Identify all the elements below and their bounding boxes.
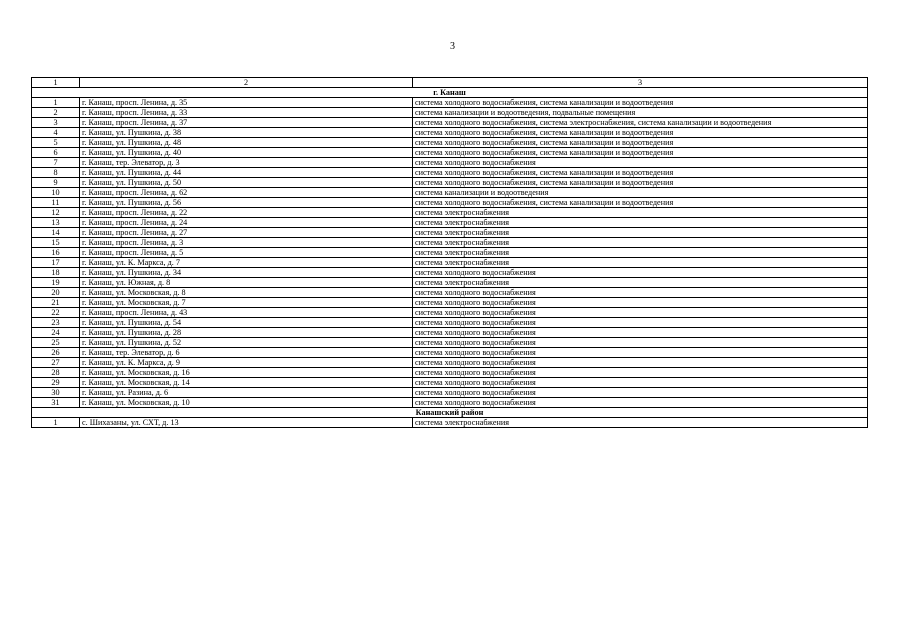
row-number: 8 <box>32 168 80 178</box>
row-number: 1 <box>32 98 80 108</box>
row-systems: система холодного водоснабжения <box>413 368 868 378</box>
row-number: 14 <box>32 228 80 238</box>
column-number-1: 1 <box>32 78 80 88</box>
row-address: г. Канаш, тер. Элеватор, д. 6 <box>80 348 413 358</box>
row-systems: система холодного водоснабжения <box>413 378 868 388</box>
row-address: г. Канаш, просп. Ленина, д. 5 <box>80 248 413 258</box>
row-number: 6 <box>32 148 80 158</box>
table-row <box>32 198 868 208</box>
row-address: г. Канаш, просп. Ленина, д. 22 <box>80 208 413 218</box>
table-row <box>32 288 868 298</box>
row-systems: система холодного водоснабжения <box>413 398 868 408</box>
row-address: г. Канаш, ул. Пушкина, д. 50 <box>80 178 413 188</box>
column-number-row <box>32 78 868 88</box>
table-row <box>32 148 868 158</box>
row-systems: система электроснабжения <box>413 228 868 238</box>
row-address: г. Канаш, ул. Московская, д. 14 <box>80 378 413 388</box>
row-number: 16 <box>32 248 80 258</box>
row-number: 12 <box>32 208 80 218</box>
row-address: г. Канаш, ул. Московская, д. 16 <box>80 368 413 378</box>
table-row <box>32 388 868 398</box>
row-systems: система холодного водоснабжения, система канализации и водоотведения <box>413 168 868 178</box>
table-row <box>32 318 868 328</box>
row-address: г. Канаш, ул. Московская, д. 8 <box>80 288 413 298</box>
column-number-2: 2 <box>80 78 413 88</box>
row-number: 13 <box>32 218 80 228</box>
table-row <box>32 138 868 148</box>
row-systems: система холодного водоснабжения, система электроснабжения, система канализации и водоотведения <box>413 118 868 128</box>
row-address: г. Канаш, просп. Ленина, д. 27 <box>80 228 413 238</box>
table-row <box>32 108 868 118</box>
table-row <box>32 98 868 108</box>
row-systems: система канализации и водоотведения, подвальные помещения <box>413 108 868 118</box>
row-address: г. Канаш, ул. Московская, д. 7 <box>80 298 413 308</box>
row-number: 9 <box>32 178 80 188</box>
table-row <box>32 398 868 408</box>
table-row <box>32 248 868 258</box>
row-number: 4 <box>32 128 80 138</box>
row-systems: система холодного водоснабжения <box>413 328 868 338</box>
row-address: г. Канаш, ул. Московская, д. 10 <box>80 398 413 408</box>
row-address: г. Канаш, ул. К. Маркса, д. 7 <box>80 258 413 268</box>
row-systems: система холодного водоснабжения <box>413 388 868 398</box>
row-number: 1 <box>32 418 80 428</box>
table-row <box>32 188 868 198</box>
row-number: 21 <box>32 298 80 308</box>
row-systems: система холодного водоснабжения <box>413 358 868 368</box>
table-row <box>32 368 868 378</box>
row-number: 25 <box>32 338 80 348</box>
row-systems: система холодного водоснабжения <box>413 318 868 328</box>
row-number: 17 <box>32 258 80 268</box>
row-number: 26 <box>32 348 80 358</box>
table-row <box>32 348 868 358</box>
row-address: г. Канаш, ул. Пушкина, д. 48 <box>80 138 413 148</box>
row-address: г. Канаш, просп. Ленина, д. 3 <box>80 238 413 248</box>
row-number: 2 <box>32 108 80 118</box>
row-number: 20 <box>32 288 80 298</box>
table-row <box>32 228 868 238</box>
section-title: Канашский район <box>32 408 868 418</box>
row-systems: система холодного водоснабжения <box>413 288 868 298</box>
row-number: 11 <box>32 198 80 208</box>
row-address: г. Канаш, просп. Ленина, д. 24 <box>80 218 413 228</box>
row-number: 19 <box>32 278 80 288</box>
row-address: г. Канаш, ул. Пушкина, д. 38 <box>80 128 413 138</box>
row-systems: система холодного водоснабжения, система канализации и водоотведения <box>413 128 868 138</box>
row-systems: система электроснабжения <box>413 208 868 218</box>
table-row <box>32 168 868 178</box>
table-row <box>32 208 868 218</box>
table-row <box>32 358 868 368</box>
row-address: г. Канаш, просп. Ленина, д. 37 <box>80 118 413 128</box>
row-address: г. Канаш, ул. Пушкина, д. 28 <box>80 328 413 338</box>
table-row <box>32 338 868 348</box>
table-row <box>32 278 868 288</box>
row-systems: система холодного водоснабжения <box>413 308 868 318</box>
table-row <box>32 128 868 138</box>
section-title: г. Канаш <box>32 88 868 98</box>
row-systems: система канализации и водоотведения <box>413 188 868 198</box>
row-address: г. Канаш, просп. Ленина, д. 33 <box>80 108 413 118</box>
row-systems: система электроснабжения <box>413 248 868 258</box>
table-row <box>32 158 868 168</box>
table-row <box>32 418 868 428</box>
section-header-row <box>32 88 868 98</box>
row-number: 22 <box>32 308 80 318</box>
row-systems: система электроснабжения <box>413 238 868 248</box>
table-row <box>32 178 868 188</box>
row-address: г. Канаш, ул. Пушкина, д. 52 <box>80 338 413 348</box>
row-number: 5 <box>32 138 80 148</box>
row-address: г. Канаш, ул. Пушкина, д. 54 <box>80 318 413 328</box>
row-systems: система холодного водоснабжения, система канализации и водоотведения <box>413 138 868 148</box>
row-systems: система холодного водоснабжения <box>413 348 868 358</box>
row-systems: система электроснабжения <box>413 218 868 228</box>
table-row <box>32 268 868 278</box>
table-row <box>32 308 868 318</box>
row-number: 29 <box>32 378 80 388</box>
row-address: г. Канаш, просп. Ленина, д. 43 <box>80 308 413 318</box>
row-address: г. Канаш, просп. Ленина, д. 35 <box>80 98 413 108</box>
row-number: 7 <box>32 158 80 168</box>
row-systems: система холодного водоснабжения, система канализации и водоотведения <box>413 198 868 208</box>
row-systems: система электроснабжения <box>413 258 868 268</box>
row-address: г. Канаш, ул. Пушкина, д. 34 <box>80 268 413 278</box>
table-row <box>32 258 868 268</box>
row-address: г. Канаш, ул. Пушкина, д. 56 <box>80 198 413 208</box>
table-body <box>32 78 868 428</box>
table-row <box>32 328 868 338</box>
row-systems: система холодного водоснабжения <box>413 338 868 348</box>
row-number: 10 <box>32 188 80 198</box>
row-number: 3 <box>32 118 80 128</box>
row-number: 24 <box>32 328 80 338</box>
section-header-row <box>32 408 868 418</box>
row-address: г. Канаш, просп. Ленина, д. 62 <box>80 188 413 198</box>
table-row <box>32 118 868 128</box>
table-row <box>32 298 868 308</box>
row-address: г. Канаш, ул. Южная, д. 8 <box>80 278 413 288</box>
row-number: 31 <box>32 398 80 408</box>
row-systems: система электроснабжения <box>413 418 868 428</box>
page-number: 3 <box>450 41 455 52</box>
row-address: г. Канаш, ул. Пушкина, д. 40 <box>80 148 413 158</box>
row-systems: система холодного водоснабжения, система канализации и водоотведения <box>413 148 868 158</box>
row-address: г. Канаш, ул. Пушкина, д. 44 <box>80 168 413 178</box>
row-number: 27 <box>32 358 80 368</box>
table-row <box>32 238 868 248</box>
table-row <box>32 218 868 228</box>
table-row <box>32 378 868 388</box>
row-address: с. Шихазаны, ул. СХТ, д. 13 <box>80 418 413 428</box>
row-systems: система холодного водоснабжения <box>413 158 868 168</box>
row-systems: система холодного водоснабжения <box>413 298 868 308</box>
row-number: 18 <box>32 268 80 278</box>
row-address: г. Канаш, ул. К. Маркса, д. 9 <box>80 358 413 368</box>
row-number: 23 <box>32 318 80 328</box>
row-number: 15 <box>32 238 80 248</box>
row-systems: система холодного водоснабжения, система канализации и водоотведения <box>413 178 868 188</box>
row-number: 28 <box>32 368 80 378</box>
row-number: 30 <box>32 388 80 398</box>
row-systems: система электроснабжения <box>413 278 868 288</box>
buildings-table <box>31 77 868 428</box>
row-systems: система холодного водоснабжения, система канализации и водоотведения <box>413 98 868 108</box>
row-address: г. Канаш, тер. Элеватор, д. 3 <box>80 158 413 168</box>
column-number-3: 3 <box>413 78 868 88</box>
row-systems: система холодного водоснабжения <box>413 268 868 278</box>
row-address: г. Канаш, ул. Разина, д. 6 <box>80 388 413 398</box>
